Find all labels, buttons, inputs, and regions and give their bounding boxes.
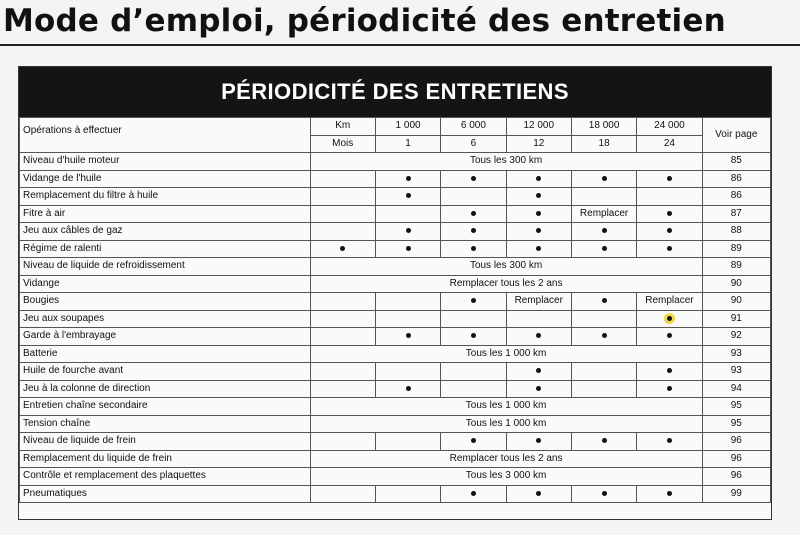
operation-label: Niveau d'huile moteur	[20, 153, 311, 171]
schedule-cell-empty	[310, 170, 375, 188]
km-value: 18 000	[571, 118, 636, 136]
page-ref: 88	[702, 223, 770, 241]
check-dot-icon	[536, 386, 541, 391]
table-row	[20, 468, 771, 486]
schedule-cell	[441, 205, 506, 223]
operation-label: Bougies	[20, 293, 311, 311]
schedule-cell	[441, 293, 506, 311]
table-row	[20, 328, 771, 346]
table-row	[20, 153, 771, 171]
schedule-cell	[571, 170, 636, 188]
page-ref: 94	[702, 380, 770, 398]
check-dot-icon	[667, 333, 672, 338]
schedule-cell	[637, 328, 702, 346]
schedule-cell	[375, 223, 440, 241]
schedule-cell	[571, 223, 636, 241]
schedule-cell	[506, 188, 571, 206]
check-dot-icon	[602, 228, 607, 233]
check-dot-icon	[667, 368, 672, 373]
table-row	[20, 345, 771, 363]
schedule-cell	[637, 363, 702, 381]
check-dot-icon	[536, 176, 541, 181]
page-ref: 96	[702, 450, 770, 468]
schedule-cell	[375, 328, 440, 346]
mois-value: 12	[506, 135, 571, 153]
mois-value: 18	[571, 135, 636, 153]
schedule-cell-empty	[375, 205, 440, 223]
schedule-cell	[375, 170, 440, 188]
km-value: 24 000	[637, 118, 702, 136]
check-dot-icon	[406, 228, 411, 233]
schedule-cell-empty	[506, 310, 571, 328]
schedule-cell	[637, 433, 702, 451]
check-dot-icon	[536, 491, 541, 496]
operation-label: Niveau de liquide de refroidissement	[20, 258, 311, 276]
schedule-cell	[571, 328, 636, 346]
check-dot-icon	[667, 176, 672, 181]
page-ref: 90	[702, 275, 770, 293]
mois-value: 6	[441, 135, 506, 153]
check-dot-icon	[667, 491, 672, 496]
schedule-cell-empty	[375, 293, 440, 311]
operation-label: Remplacement du filtre à huile	[20, 188, 311, 206]
page-ref: 93	[702, 363, 770, 381]
interval-span-cell: Tous les 1 000 km	[310, 415, 702, 433]
table-row	[20, 398, 771, 416]
schedule-body	[20, 153, 771, 503]
table-row	[20, 170, 771, 188]
operation-label: Jeu aux soupapes	[20, 310, 311, 328]
title-rule	[0, 44, 800, 46]
schedule-cell-empty	[441, 188, 506, 206]
maintenance-schedule-panel	[18, 66, 772, 520]
check-dot-icon	[536, 246, 541, 251]
schedule-cell	[506, 223, 571, 241]
check-dot-icon	[471, 228, 476, 233]
schedule-cell	[441, 170, 506, 188]
schedule-cell	[506, 328, 571, 346]
check-dot-icon	[602, 176, 607, 181]
check-dot-icon	[340, 246, 345, 251]
schedule-cell	[637, 205, 702, 223]
page-ref: 86	[702, 170, 770, 188]
interval-span-cell: Tous les 300 km	[310, 153, 702, 171]
schedule-cell-empty	[310, 380, 375, 398]
check-dot-icon	[667, 246, 672, 251]
schedule-cell-empty	[310, 188, 375, 206]
col-page-header: Voir page	[702, 118, 770, 153]
schedule-cell-text: Remplacer	[637, 293, 702, 311]
page-ref: 93	[702, 345, 770, 363]
check-dot-icon	[667, 211, 672, 216]
schedule-cell	[571, 240, 636, 258]
check-dot-icon	[536, 333, 541, 338]
check-dot-icon	[602, 298, 607, 303]
schedule-cell	[506, 363, 571, 381]
operation-label: Garde à l'embrayage	[20, 328, 311, 346]
operation-label: Contrôle et remplacement des plaquettes	[20, 468, 311, 486]
page-ref: 90	[702, 293, 770, 311]
check-dot-icon	[406, 386, 411, 391]
check-dot-icon	[667, 386, 672, 391]
schedule-cell	[375, 380, 440, 398]
maintenance-schedule-table	[19, 117, 771, 503]
schedule-cell	[506, 240, 571, 258]
schedule-cell	[571, 485, 636, 503]
km-value: 6 000	[441, 118, 506, 136]
header-row-km	[20, 118, 771, 136]
schedule-cell	[441, 485, 506, 503]
check-dot-icon	[471, 298, 476, 303]
km-value: 12 000	[506, 118, 571, 136]
schedule-cell-empty	[310, 293, 375, 311]
table-row	[20, 275, 771, 293]
check-dot-icon	[406, 193, 411, 198]
operation-label: Vidange	[20, 275, 311, 293]
schedule-cell-empty	[310, 485, 375, 503]
schedule-cell	[506, 170, 571, 188]
interval-span-cell: Tous les 1 000 km	[310, 398, 702, 416]
check-dot-icon	[406, 246, 411, 251]
schedule-cell	[506, 433, 571, 451]
schedule-cell-empty	[637, 188, 702, 206]
schedule-cell-empty	[571, 310, 636, 328]
operation-label: Régime de ralenti	[20, 240, 311, 258]
interval-span-cell: Tous les 3 000 km	[310, 468, 702, 486]
page-ref: 95	[702, 398, 770, 416]
schedule-cell-empty	[310, 205, 375, 223]
table-row	[20, 380, 771, 398]
schedule-cell	[441, 223, 506, 241]
schedule-cell	[571, 433, 636, 451]
page-ref: 95	[702, 415, 770, 433]
schedule-cell-empty	[310, 310, 375, 328]
table-row	[20, 240, 771, 258]
interval-span-cell: Remplacer tous les 2 ans	[310, 450, 702, 468]
table-row	[20, 433, 771, 451]
table-row	[20, 258, 771, 276]
operation-label: Entretien chaîne secondaire	[20, 398, 311, 416]
table-row	[20, 205, 771, 223]
schedule-cell-empty	[310, 328, 375, 346]
table-row	[20, 415, 771, 433]
schedule-cell	[637, 223, 702, 241]
schedule-cell	[571, 293, 636, 311]
schedule-cell-empty	[375, 363, 440, 381]
schedule-cell-empty	[375, 433, 440, 451]
check-dot-icon	[471, 333, 476, 338]
table-banner: PÉRIODICITÉ DES ENTRETIENS	[19, 67, 771, 117]
page-ref: 86	[702, 188, 770, 206]
schedule-cell	[375, 240, 440, 258]
table-row	[20, 310, 771, 328]
table-row	[20, 293, 771, 311]
mois-value: 1	[375, 135, 440, 153]
check-dot-icon	[536, 368, 541, 373]
operation-label: Tension chaîne	[20, 415, 311, 433]
page-ref: 96	[702, 468, 770, 486]
page-ref: 99	[702, 485, 770, 503]
check-dot-icon	[536, 438, 541, 443]
schedule-cell	[375, 188, 440, 206]
check-dot-icon	[536, 228, 541, 233]
schedule-cell-empty	[375, 310, 440, 328]
check-dot-icon	[471, 491, 476, 496]
schedule-cell	[637, 310, 702, 328]
page-ref: 85	[702, 153, 770, 171]
table-row	[20, 188, 771, 206]
schedule-cell	[637, 485, 702, 503]
schedule-cell-empty	[571, 363, 636, 381]
page-ref: 92	[702, 328, 770, 346]
table-row	[20, 223, 771, 241]
schedule-cell	[441, 328, 506, 346]
schedule-cell	[441, 433, 506, 451]
schedule-cell-empty	[441, 310, 506, 328]
schedule-cell-empty	[310, 363, 375, 381]
operation-label: Remplacement du liquide de frein	[20, 450, 311, 468]
schedule-cell-empty	[441, 380, 506, 398]
km-value: 1 000	[375, 118, 440, 136]
schedule-cell-text: Remplacer	[506, 293, 571, 311]
schedule-cell	[506, 205, 571, 223]
check-dot-icon	[602, 333, 607, 338]
check-dot-icon	[667, 316, 672, 321]
operation-label: Jeu aux câbles de gaz	[20, 223, 311, 241]
schedule-cell	[441, 240, 506, 258]
interval-span-cell: Tous les 300 km	[310, 258, 702, 276]
page-ref: 87	[702, 205, 770, 223]
schedule-cell-empty	[310, 223, 375, 241]
operation-label: Huile de fourche avant	[20, 363, 311, 381]
schedule-cell	[310, 240, 375, 258]
schedule-cell	[637, 380, 702, 398]
schedule-cell-text: Remplacer	[571, 205, 636, 223]
col-operations-header: Opérations à effectuer	[20, 118, 311, 153]
check-dot-icon	[406, 333, 411, 338]
check-dot-icon	[471, 176, 476, 181]
schedule-cell-empty	[441, 363, 506, 381]
schedule-cell-empty	[375, 485, 440, 503]
operation-label: Jeu à la colonne de direction	[20, 380, 311, 398]
schedule-cell-empty	[310, 433, 375, 451]
schedule-cell	[637, 240, 702, 258]
table-row	[20, 450, 771, 468]
check-dot-icon	[667, 228, 672, 233]
mois-value: 24	[637, 135, 702, 153]
table-row	[20, 485, 771, 503]
check-dot-icon	[471, 211, 476, 216]
col-mois-header: Mois	[310, 135, 375, 153]
interval-span-cell: Remplacer tous les 2 ans	[310, 275, 702, 293]
page-ref: 96	[702, 433, 770, 451]
check-dot-icon	[602, 491, 607, 496]
table-row	[20, 363, 771, 381]
page-ref: 89	[702, 240, 770, 258]
col-km-header: Km	[310, 118, 375, 136]
check-dot-icon	[536, 193, 541, 198]
interval-span-cell: Tous les 1 000 km	[310, 345, 702, 363]
schedule-cell	[637, 170, 702, 188]
page-title: Mode d’emploi, périodicité des entretien	[3, 3, 726, 39]
check-dot-icon	[602, 246, 607, 251]
schedule-cell-empty	[571, 380, 636, 398]
schedule-cell-empty	[571, 188, 636, 206]
page-ref: 89	[702, 258, 770, 276]
operation-label: Fitre à air	[20, 205, 311, 223]
operation-label: Pneumatiques	[20, 485, 311, 503]
operation-label: Niveau de liquide de frein	[20, 433, 311, 451]
schedule-cell	[506, 380, 571, 398]
operation-label: Vidange de l'huile	[20, 170, 311, 188]
operation-label: Batterie	[20, 345, 311, 363]
schedule-cell	[506, 485, 571, 503]
check-dot-icon	[471, 246, 476, 251]
page-ref: 91	[702, 310, 770, 328]
check-dot-icon	[667, 438, 672, 443]
check-dot-icon	[406, 176, 411, 181]
check-dot-icon	[602, 438, 607, 443]
check-dot-icon	[471, 438, 476, 443]
check-dot-icon	[536, 211, 541, 216]
